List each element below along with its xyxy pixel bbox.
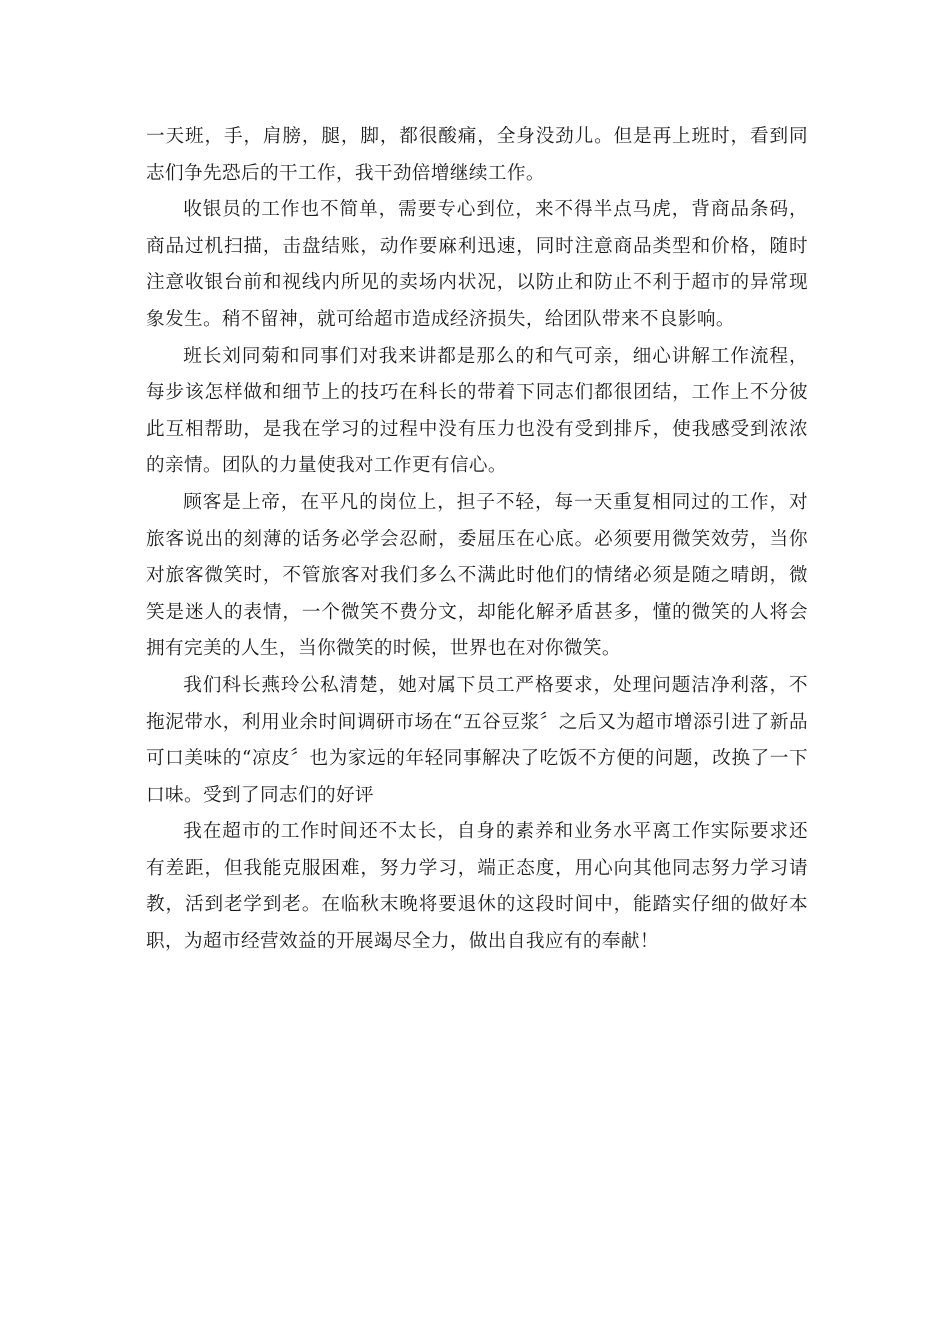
paragraph-team-colleagues: 班长刘同菊和同事们对我来讲都是那么的和气可亲，细心讲解工作流程，每步该怎样做和细节上的技巧在科长的带着下同志们都很团结，工作上不分彼此互相帮助，是我在学习的过程中没有压力也没有受到排斥，使我感受到浓浓的亲情。团队的力量使我对工作更有信心。 [146,345,808,477]
paragraph-customer-service: 顾客是上帝，在平凡的岗位上，担子不轻，每一天重复相同过的工作，对旅客说出的刻薄的话务必学会忍耐，委屈压在心底。必须要用微笑效劳，当你对旅客微笑时，不管旅客对我们多么不满此时他们的情绪必须是随之晴朗，微笑是迷人的表情，一个微笑不费分文，却能化解矛盾甚多，懂的微笑的人将会拥有完美的人生，当你微笑的时候，世界也在对你微笑。 [146,491,808,660]
paragraph-continuation: 一天班，手，肩膀，腿，脚，都很酸痛，全身没劲儿。但是再上班时，看到同志们争先恐后的干工作，我干劲倍增继续工作。 [146,126,808,184]
paragraph-conclusion: 我在超市的工作时间还不太长，自身的素养和业务水平离工作实际要求还有差距，但我能克服困难，努力学习，端正态度，用心向其他同志努力学习请教，活到老学到老。在临秋末晚将要退休的这段时间中，能踏实仔细的做好本职，为超市经营效益的开展竭尽全力，做出自我应有的奉献！ [146,821,808,953]
paragraph-section-chief: 我们科长燕玲公私清楚，她对属下员工严格要求，处理问题洁净利落，不拖泥带水，利用业余时间调研市场在“五谷豆浆〞之后又为超市增添引进了新品可口美味的“凉皮〞也为家远的年轻同事解决了吃饭不方便的问题，改换了一下口味。受到了同志们的好评 [146,674,808,806]
document-body [146,119,808,961]
paragraph-cashier-work: 收银员的工作也不简单，需要专心到位，来不得半点马虎，背商品条码，商品过机扫描，击盘结账，动作要麻利迅速，同时注意商品类型和价格，随时注意收银台前和视线内所见的卖场内状况，以防止和防止不利于超市的异常现象发生。稍不留神，就可给超市造成经济损失，给团队带来不良影响。 [146,199,808,330]
